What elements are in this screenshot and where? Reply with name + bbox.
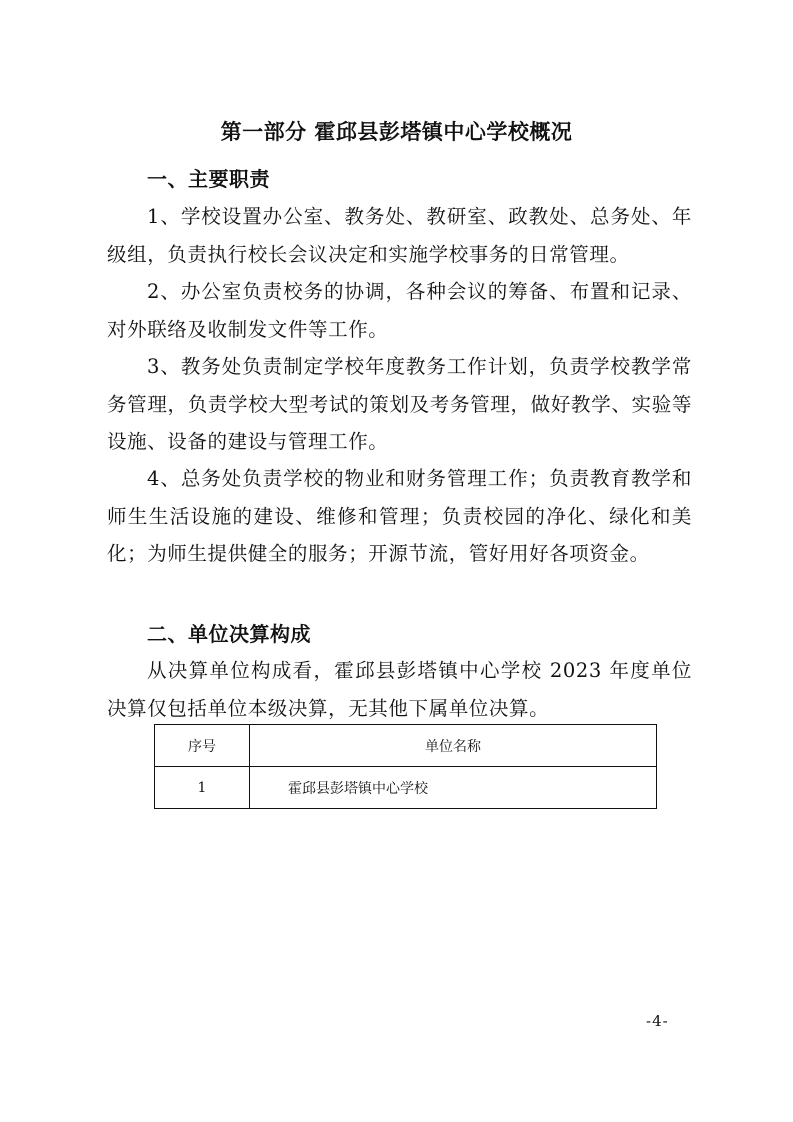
page-title: 第一部分 霍邱县彭塔镇中心学校概况 — [220, 120, 573, 144]
table-header-no: 序号 — [155, 725, 250, 767]
duty-paragraph-3: 3、教务处负责制定学校年度教务工作计划，负责学校教学常务管理，负责学校大型考试的策划及考务管理，做好教学、实验等设施、设备的建设与管理工作。 — [107, 355, 692, 453]
table-row — [155, 767, 657, 809]
section-heading-composition: 二、单位决算构成 — [147, 622, 311, 646]
table-cell-name: 霍邱县彭塔镇中心学校 — [250, 767, 657, 809]
duty-paragraph-1: 1、学校设置办公室、教务处、教研室、政教处、总务处、年级组，负责执行校长会议决定和实施学校事务的日常管理。 — [107, 205, 692, 266]
page-number: -4- — [646, 1012, 669, 1030]
composition-paragraph: 从决算单位构成看，霍邱县彭塔镇中心学校 2023 年度单位决算仅包括单位本级决算，无其他下属单位决算。 — [107, 659, 692, 720]
section-heading-duties: 一、主要职责 — [147, 167, 270, 191]
table-cell-no: 1 — [155, 767, 250, 809]
table-header-row — [155, 725, 657, 767]
table-header-name: 单位名称 — [250, 725, 657, 767]
duty-paragraph-2: 2、办公室负责校务的协调，各种会议的筹备、布置和记录、对外联络及收制发文件等工作。 — [107, 280, 692, 341]
unit-table — [154, 724, 657, 809]
duty-paragraph-4: 4、总务处负责学校的物业和财务管理工作；负责教育教学和师生生活设施的建设、维修和管理；负责校园的净化、绿化和美化；为师生提供健全的服务；开源节流，管好用好各项资金。 — [107, 467, 692, 565]
